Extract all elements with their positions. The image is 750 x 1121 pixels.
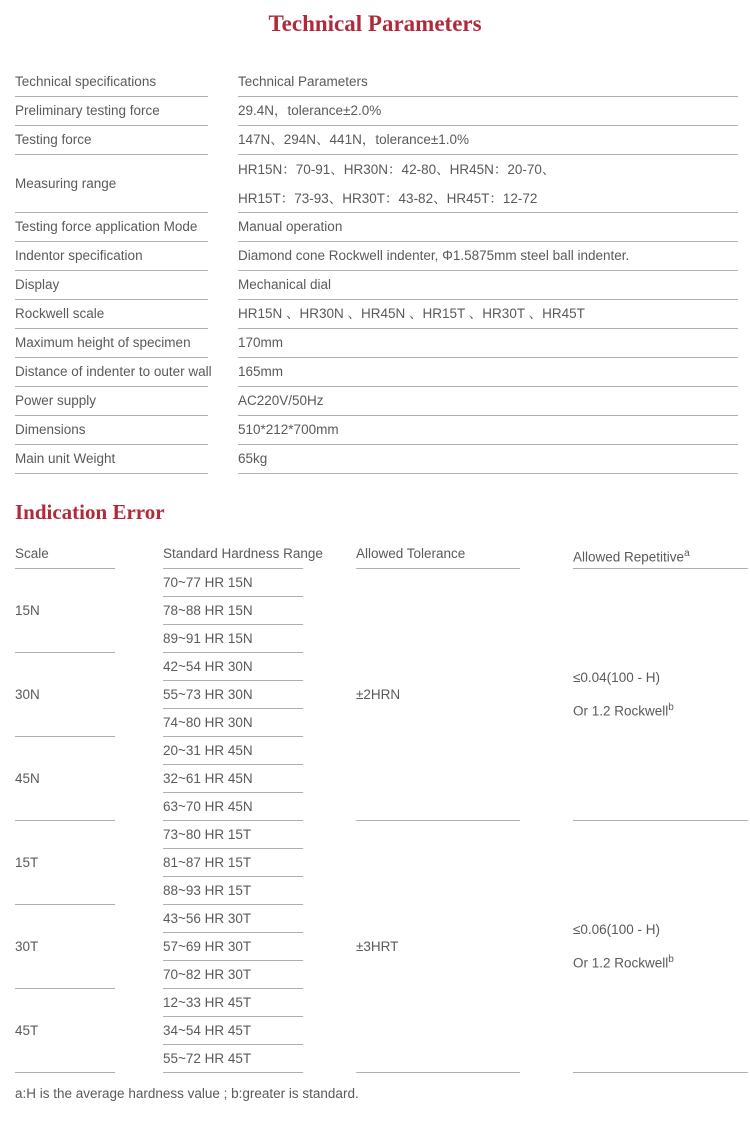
table-row — [15, 271, 750, 300]
spec-value: AC220V/50Hz — [238, 387, 738, 416]
spec-value: 170mm — [238, 329, 738, 358]
table-row — [15, 329, 750, 358]
table-row — [15, 126, 750, 155]
repetitive-line-2 — [573, 945, 748, 979]
spec-label: Display — [15, 271, 208, 300]
footnote-marker-a: a — [684, 548, 690, 559]
repetitive-line-2-text: Or 1.2 Rockwell — [573, 703, 669, 719]
table-row — [15, 300, 750, 329]
hardness-range-column — [163, 821, 303, 1073]
table-footnote: a:H is the average hardness value ; b:greater is standard. — [15, 1086, 359, 1101]
hardness-range: 78~88 HR 15N — [163, 597, 303, 625]
measuring-range-line-1: HR15N：70-91、HR30N：42-80、HR45N：20-70、 — [238, 162, 556, 177]
spec-value: HR15N 、HR30N 、HR45N 、HR15T 、HR30T 、HR45T — [238, 300, 738, 329]
hardness-range: 42~54 HR 30N — [163, 653, 303, 681]
spec-value: Diamond cone Rockwell indenter, Φ1.5875mm steel ball indenter. — [238, 242, 738, 271]
hardness-range: 74~80 HR 30N — [163, 709, 303, 737]
tolerance-value: ±3HRT — [356, 939, 399, 954]
hardness-range: 20~31 HR 45N — [163, 737, 303, 765]
spec-value — [238, 155, 738, 213]
hardness-range: 43~56 HR 30T — [163, 905, 303, 933]
scale-column — [15, 821, 115, 1073]
hardness-range: 63~70 HR 45N — [163, 793, 303, 821]
footnote-marker-b: b — [668, 953, 674, 965]
spec-value: 147N、294N、441N，tolerance±1.0% — [238, 126, 738, 155]
repetitive-line-1: ≤0.06(100 - H) — [573, 921, 660, 937]
error-block-t-scales — [15, 821, 750, 1073]
technical-parameters-table — [15, 68, 750, 474]
indication-error-table — [15, 541, 750, 1073]
footnote-marker-b: b — [668, 701, 674, 713]
allowed-tolerance-cell — [356, 821, 520, 1073]
spec-label: Testing force application Mode — [15, 213, 208, 242]
table-row — [15, 387, 750, 416]
hardness-range: 57~69 HR 30T — [163, 933, 303, 961]
scale-label: 45T — [15, 989, 115, 1073]
spec-label: Rockwell scale — [15, 300, 208, 329]
table-row — [15, 242, 750, 271]
tolerance-value: ±2HRN — [356, 687, 401, 702]
spec-label: Measuring range — [15, 155, 208, 213]
hardness-range: 55~72 HR 45T — [163, 1045, 303, 1073]
spec-value: 65kg — [238, 445, 738, 474]
spec-value: Technical Parameters — [238, 68, 738, 97]
hardness-range: 70~82 HR 30T — [163, 961, 303, 989]
table-row — [15, 68, 750, 97]
spec-label: Power supply — [15, 387, 208, 416]
spec-label: Main unit Weight — [15, 445, 208, 474]
hardness-range: 73~80 HR 15T — [163, 821, 303, 849]
spec-value: 165mm — [238, 358, 738, 387]
table-row — [15, 358, 750, 387]
table-row — [15, 416, 750, 445]
spec-label: Dimensions — [15, 416, 208, 445]
column-header-scale: Scale — [15, 541, 115, 569]
table-row — [15, 97, 750, 126]
table-header-row — [15, 541, 750, 569]
scale-label: 45N — [15, 737, 115, 821]
hardness-range: 34~54 HR 45T — [163, 1017, 303, 1045]
scale-label: 15N — [15, 569, 115, 653]
page-title: Technical Parameters — [268, 11, 482, 36]
table-row — [15, 445, 750, 474]
column-header-range: Standard Hardness Range — [163, 541, 303, 569]
scale-label: 15T — [15, 821, 115, 905]
hardness-range: 70~77 HR 15N — [163, 569, 303, 597]
allowed-repetitive-cell — [573, 569, 748, 821]
repetitive-line-2 — [573, 693, 748, 727]
spec-label: Maximum height of specimen — [15, 329, 208, 358]
spec-label: Testing force — [15, 126, 208, 155]
spec-label: Preliminary testing force — [15, 97, 208, 126]
hardness-range: 12~33 HR 45T — [163, 989, 303, 1017]
column-header-repetitive — [573, 541, 748, 569]
scale-column — [15, 569, 115, 821]
scale-label: 30T — [15, 905, 115, 989]
table-row — [15, 213, 750, 242]
hardness-range: 88~93 HR 15T — [163, 877, 303, 905]
hardness-range: 32~61 HR 45N — [163, 765, 303, 793]
spec-value: Manual operation — [238, 213, 738, 242]
section-title-indication-error: Indication Error — [15, 500, 165, 524]
column-header-tolerance: Allowed Tolerance — [356, 541, 520, 569]
scale-label: 30N — [15, 653, 115, 737]
measuring-range-line-2: HR15T：73-93、HR30T：43-82、HR45T：12-72 — [238, 191, 538, 206]
column-header-repetitive-text: Allowed Repetitive — [573, 549, 685, 565]
spec-value: 510*212*700mm — [238, 416, 738, 445]
spec-label: Distance of indenter to outer wall — [15, 358, 208, 387]
spec-value: 29.4N，tolerance±2.0% — [238, 97, 738, 126]
spec-label: Indentor specification — [15, 242, 208, 271]
spec-value: Mechanical dial — [238, 271, 738, 300]
repetitive-line-2-text: Or 1.2 Rockwell — [573, 955, 669, 971]
spec-label: Technical specifications — [15, 68, 208, 97]
error-block-n-scales — [15, 569, 750, 821]
allowed-repetitive-cell — [573, 821, 748, 1073]
hardness-range: 81~87 HR 15T — [163, 849, 303, 877]
hardness-range-column — [163, 569, 303, 821]
table-row-measuring-range — [15, 155, 750, 213]
hardness-range: 89~91 HR 15N — [163, 625, 303, 653]
repetitive-line-1: ≤0.04(100 - H) — [573, 669, 660, 685]
allowed-tolerance-cell — [356, 569, 520, 821]
hardness-range: 55~73 HR 30N — [163, 681, 303, 709]
